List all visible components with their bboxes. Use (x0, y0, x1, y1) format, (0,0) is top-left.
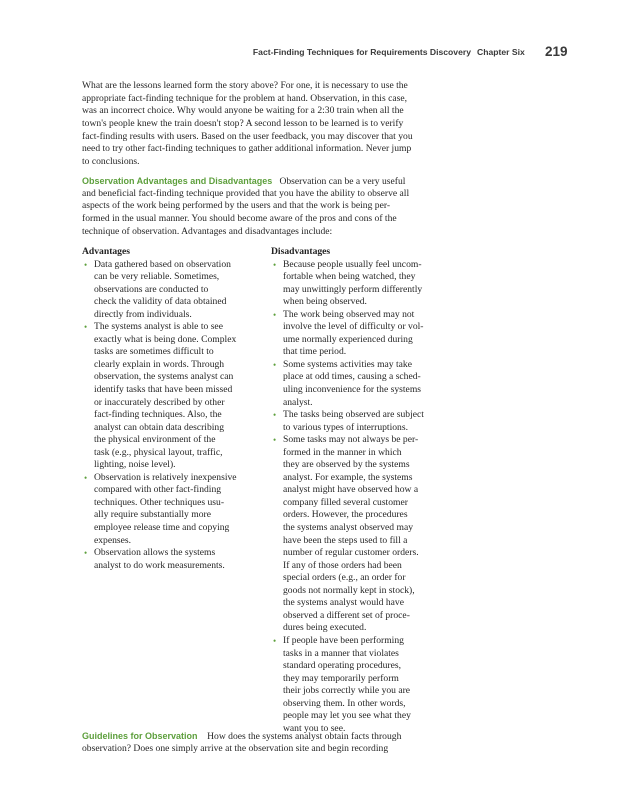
bullet-text: fortable when being watched, they (283, 271, 416, 283)
bullet-icon: • (84, 472, 88, 483)
bullet-text: have been the steps used to fill a (283, 534, 408, 546)
guidelines-paragraph (82, 730, 558, 755)
bullet-text: Observation allows the systems (94, 547, 216, 559)
bullet-text: Observation is relatively inexpensive (94, 471, 237, 483)
bullet-text: observation, the systems analyst can (94, 371, 234, 383)
bullet-item-line (271, 622, 471, 635)
bullet-item-line (82, 447, 272, 460)
bullet-item-line (271, 673, 471, 686)
bullet-item-line (271, 560, 471, 573)
bullet-item-line (271, 585, 471, 598)
bullet-text: The tasks being observed are subject (283, 409, 424, 421)
bullet-text: they may temporarily perform (283, 672, 399, 684)
bullet-item-line (82, 371, 272, 384)
bullet-text: uling inconvenience for the systems (283, 384, 422, 396)
bullet-item-line (271, 284, 471, 297)
bullet-text: ally require substantially more (94, 509, 211, 521)
bullet-item-line (271, 685, 471, 698)
heading-run-in-text: Observation can be a very useful (279, 176, 406, 187)
bullet-icon: • (273, 410, 277, 421)
bullet-item-line (271, 384, 471, 397)
bullet-text: The work being observed may not (283, 308, 415, 320)
bullet-item-line (271, 321, 471, 334)
bullet-text: they are observed by the systems (283, 459, 410, 471)
bullet-icon: • (273, 635, 277, 646)
advantages-list (82, 259, 272, 573)
running-head-title: Fact-Finding Techniques for Requirements Discovery (252, 47, 471, 57)
bullet-text: to various types of interruptions. (283, 421, 408, 433)
bullet-text: the physical environment of the (94, 434, 216, 446)
bullet-item-line (271, 648, 471, 661)
advantages-heading: Advantages (82, 246, 130, 257)
bullet-item-line (82, 522, 272, 535)
paragraph-line: fact-finding results with users. Based on the user feedback, you may discover that you (82, 130, 413, 142)
bullet-icon: • (84, 322, 88, 333)
bullet-item-line (82, 384, 272, 397)
bullet-item-line (82, 309, 272, 322)
bullet-item-first-line (82, 472, 272, 485)
bullet-item-line (271, 547, 471, 560)
bullet-item-first-line (271, 259, 471, 272)
bullet-item-first-line (82, 547, 272, 560)
bullet-text: The systems analyst is able to see (94, 321, 223, 333)
bullet-item-line (82, 334, 272, 347)
bullet-item-line (271, 371, 471, 384)
bullet-text: fact-finding techniques. Also, the (94, 409, 222, 421)
bullet-item-line (82, 422, 272, 435)
running-head (0, 45, 619, 59)
section-heading-observation-advantages: Observation Advantages and Disadvantages (82, 176, 273, 186)
bullet-text: place at odd times, causing a sched- (283, 371, 421, 383)
bullet-item-line (82, 484, 272, 497)
bullet-item-line (82, 359, 272, 372)
bullet-text: techniques. Other techniques usu- (94, 496, 225, 508)
bullet-text: company filled several customer (283, 496, 408, 508)
bullet-text: analyst might have observed how a (283, 484, 419, 496)
paragraph-line: was an incorrect choice. Why would anyone be waiting for a 2:30 train when all the (82, 105, 404, 117)
bullet-item-line (271, 459, 471, 472)
bullet-text: Some systems activities may take (283, 358, 412, 370)
bullet-text: identify tasks that have been missed (94, 384, 233, 396)
bullet-icon: • (84, 259, 88, 270)
paragraph-line: town's people knew the train doesn't stop? A second lesson to be learned is to verify (82, 117, 404, 129)
bullet-item-line (271, 447, 471, 460)
intro-paragraph (82, 80, 558, 168)
bullet-text: check the validity of data obtained (94, 296, 227, 308)
bullet-item-line (82, 434, 272, 447)
bullet-item-line (271, 472, 471, 485)
disadvantages-list (271, 259, 471, 736)
bullet-item-first-line (82, 321, 272, 334)
bullet-item-line (82, 535, 272, 548)
bullet-icon: • (84, 548, 88, 559)
bullet-text: analyst to do work measurements. (94, 559, 225, 571)
bullet-item-first-line (82, 259, 272, 272)
bullet-text: If any of those orders had been (283, 559, 402, 571)
bullet-text: employee release time and copying (94, 522, 230, 534)
bullet-text: observations are conducted to (94, 283, 209, 295)
bullet-item-line (82, 271, 272, 284)
paragraph-line (82, 730, 558, 743)
bullet-item-line (82, 560, 272, 573)
bullet-text: when being observed. (283, 296, 367, 308)
bullet-item-line (82, 409, 272, 422)
bullet-item-line (271, 535, 471, 548)
bullet-text: directly from individuals. (94, 308, 192, 320)
bullet-icon: • (273, 359, 277, 370)
bullet-item-first-line (271, 434, 471, 447)
bullet-icon: • (273, 435, 277, 446)
bullet-text: goods not normally kept in stock), (283, 584, 415, 596)
bullet-icon: • (273, 309, 277, 320)
bullet-item-line (82, 397, 272, 410)
bullet-item-first-line (271, 309, 471, 322)
bullet-item-line (82, 509, 272, 522)
bullet-text: formed in the manner in which (283, 446, 402, 458)
paragraph-line: aspects of the work being performed by the users and that the work is being per- (82, 200, 391, 212)
bullet-text: observed a different set of proce- (283, 609, 410, 621)
bullet-text: Because people usually feel uncom- (283, 258, 422, 270)
bullet-text: the systems analyst observed may (283, 522, 414, 534)
bullet-item-line (271, 710, 471, 723)
paragraph-line: and beneficial fact-finding technique provided that you have the ability to observe all (82, 187, 410, 199)
bullet-item-line (271, 296, 471, 309)
bullet-item-line (271, 610, 471, 623)
paragraph-line: appropriate fact-finding technique for the problem at hand. Observation, in this case, (82, 92, 408, 104)
bullet-text: exactly what is being done. Complex (94, 333, 237, 345)
disadvantages-heading: Disadvantages (271, 246, 331, 257)
bullet-text: standard operating procedures, (283, 660, 402, 672)
bullet-text: want you to see. (283, 722, 346, 734)
bullet-item-line (271, 572, 471, 585)
bullet-text: task (e.g., physical layout, traffic, (94, 446, 223, 458)
bullet-text: or inaccurately described by other (94, 396, 225, 408)
bullet-item-line (271, 346, 471, 359)
bullet-item-line (271, 660, 471, 673)
bullet-text: people may let you see what they (283, 710, 411, 722)
bullet-item-line (271, 597, 471, 610)
chapter-label: Chapter Six (477, 47, 525, 57)
bullet-text: orders. However, the procedures (283, 509, 408, 521)
bullet-item-line (82, 296, 272, 309)
paragraph-line: technique of observation. Advantages and disadvantages include: (82, 225, 333, 237)
bullet-text: can be very reliable. Sometimes, (94, 271, 220, 283)
page-number: 219 (545, 44, 568, 59)
bullet-text: observing them. In other words, (283, 697, 406, 709)
bullet-item-line (271, 698, 471, 711)
bullet-text: involve the level of difficulty or vol- (283, 321, 424, 333)
bullet-text: tasks in a manner that violates (283, 647, 399, 659)
bullet-item-line (271, 334, 471, 347)
bullet-item-first-line (271, 409, 471, 422)
bullet-text: the systems analyst would have (283, 597, 404, 609)
bullet-text: analyst can obtain data describing (94, 421, 225, 433)
bullet-item-line (82, 346, 272, 359)
paragraph-line (82, 175, 558, 188)
bullet-item-line (271, 484, 471, 497)
bullet-text: analyst. (283, 396, 313, 408)
bullet-text: ume normally experienced during (283, 333, 413, 345)
bullet-item-first-line (271, 635, 471, 648)
bullet-item-line (271, 271, 471, 284)
bullet-text: If people have been performing (283, 634, 404, 646)
bullet-text: that time period. (283, 346, 347, 358)
bullet-text: number of regular customer orders. (283, 547, 419, 559)
bullet-text: may unwittingly perform differently (283, 283, 423, 295)
bullet-text: clearly explain in words. Through (94, 358, 225, 370)
paragraph-line: What are the lessons learned form the story above? For one, it is necessary to use the (82, 80, 408, 91)
bullet-item-line (271, 497, 471, 510)
bullet-icon: • (273, 259, 277, 270)
bullet-text: their jobs correctly while you are (283, 685, 411, 697)
bullet-text: dures being executed. (283, 622, 367, 634)
bullet-item-line (82, 459, 272, 472)
paragraph-line: formed in the usual manner. You should become aware of the pros and cons of the (82, 212, 397, 224)
heading-run-in-text: How does the systems analyst obtain facts through (207, 731, 402, 742)
bullet-item-line (82, 497, 272, 510)
paragraph-line: need to try other fact-finding techniques to gather additional information. Never jump (82, 143, 412, 155)
paragraph-line: to conclusions. (82, 155, 140, 167)
bullet-item-line (271, 397, 471, 410)
bullet-text: compared with other fact-finding (94, 484, 222, 496)
bullet-item-line (271, 522, 471, 535)
paragraph-line: observation? Does one simply arrive at the observation site and begin recording (82, 742, 389, 754)
disadvantages-column (271, 246, 471, 735)
bullet-text: tasks are sometimes difficult to (94, 346, 214, 358)
bullet-item-line (82, 284, 272, 297)
bullet-item-line (271, 509, 471, 522)
bullet-text: analyst. For example, the systems (283, 471, 413, 483)
bullet-text: Some tasks may not always be per- (283, 434, 419, 446)
bullet-text: lighting, noise level). (94, 459, 176, 471)
observation-pros-cons-paragraph (82, 175, 558, 238)
bullet-item-first-line (271, 359, 471, 372)
bullet-text: Data gathered based on observation (94, 258, 231, 270)
bullet-text: expenses. (94, 534, 132, 546)
bullet-text: special orders (e.g., an order for (283, 572, 406, 584)
section-heading-guidelines: Guidelines for Observation (82, 731, 198, 741)
advantages-column (82, 246, 272, 572)
bullet-item-line (271, 422, 471, 435)
